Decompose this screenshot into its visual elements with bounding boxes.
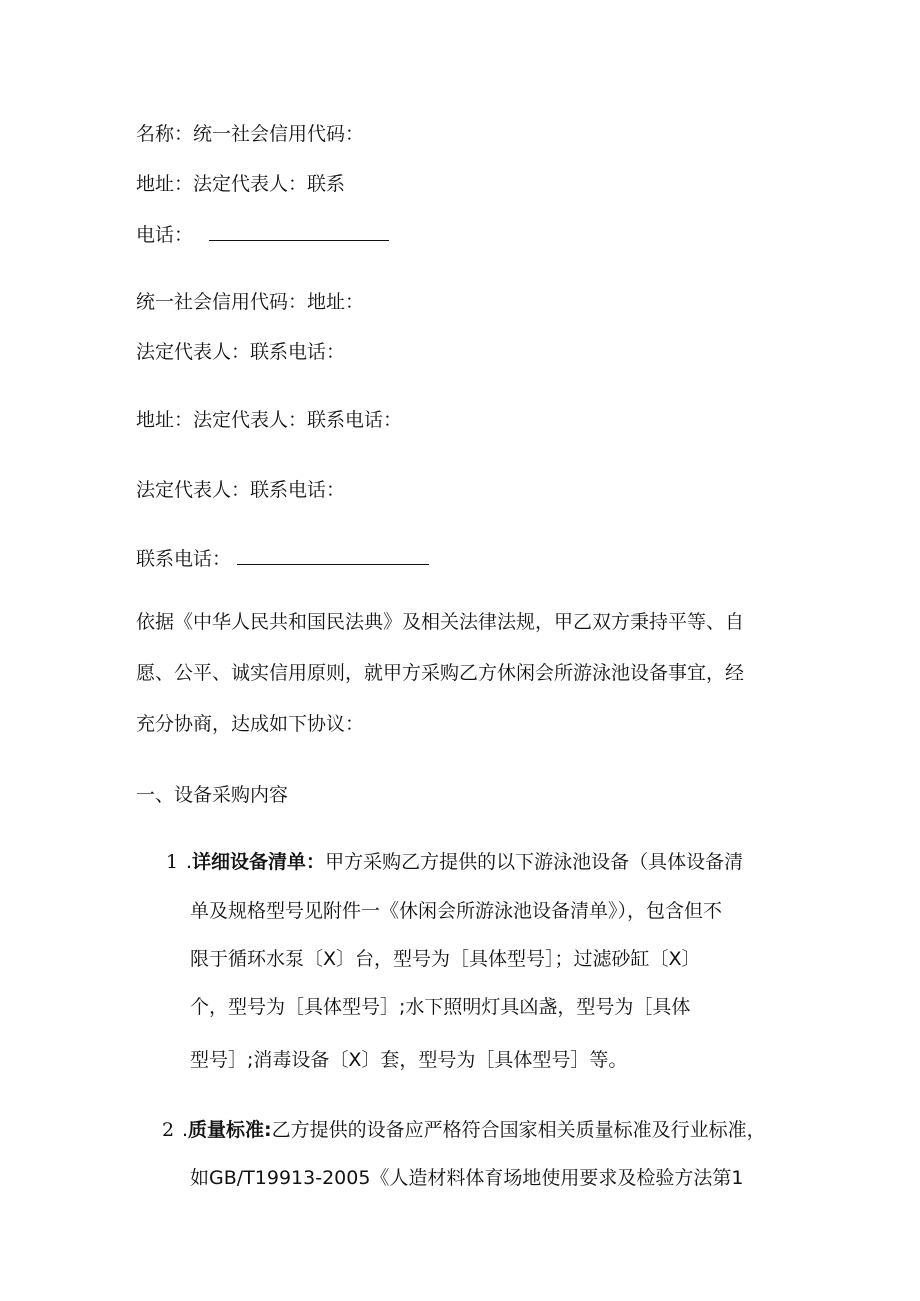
preamble-line-3: 充分协商，达成如下协议： (136, 713, 365, 735)
party-a-name-line: 名称：统一社会信用代码： (136, 123, 365, 145)
item-1-first-line (186, 850, 743, 874)
party-a-phone-line (136, 222, 389, 247)
item-1-heading: 详细设备清单： (192, 851, 326, 873)
item-1-line-3: 限于循环水泵〔X〕台，型号为［具体型号］；过滤砂缸〔X〕 (190, 948, 701, 970)
item-2-line-2: 如GB/T19913-2005《人造材料体育场地使用要求及检验方法第1 (190, 1167, 744, 1189)
item-1-number: 1 (166, 851, 179, 873)
section-1-title: 一、设备采购内容 (136, 784, 289, 806)
contact-phone-blank[interactable] (237, 546, 429, 565)
party-b-code-line: 统一社会信用代码：地址： (136, 291, 365, 313)
item-1-line-4: 个，型号为［具体型号］;水下照明灯具凶盏，型号为［具体 (190, 996, 691, 1018)
address-rep-phone-line: 地址：法定代表人：联系电话： (136, 409, 403, 431)
item-1-line-1-text: 甲方采购乙方提供的以下游泳池设备（具体设备清 (325, 851, 744, 873)
rep-phone-line: 法定代表人：联系电话： (136, 479, 346, 501)
item-1-line-5: 型号］;消毒设备〔X〕套，型号为［具体型号］等。 (190, 1049, 628, 1071)
preamble-line-1: 依据《中华人民共和国民法典》及相关法律法规，甲乙双方秉持平等、自 (136, 611, 745, 633)
party-a-address-line: 地址：法定代表人：联系 (136, 173, 346, 195)
party-b-rep-line: 法定代表人：联系电话： (136, 341, 346, 363)
contact-phone-label: 联系电话： (136, 548, 232, 570)
item-2-heading: 质量标准: (188, 1119, 272, 1141)
item-2-line-1-text: 乙方提供的设备应严格符合国家相关质量标准及行业标准， (271, 1119, 766, 1141)
item-2-number: 2 (162, 1119, 175, 1141)
party-a-phone-blank[interactable] (209, 222, 389, 241)
contact-phone-line (136, 546, 429, 571)
item-1-line-2: 单及规格型号见附件一《休闲会所游泳池设备清单》），包含但不 (190, 900, 723, 922)
item-2-dot: . (182, 1119, 189, 1141)
party-a-phone-label: 电话： (136, 224, 194, 246)
preamble-line-2: 愿、公平、诚实信用原则，就甲方采购乙方休闲会所游泳池设备事宜，经 (136, 662, 745, 684)
item-2-first-line (182, 1118, 766, 1142)
item-1-dot: . (186, 851, 193, 873)
